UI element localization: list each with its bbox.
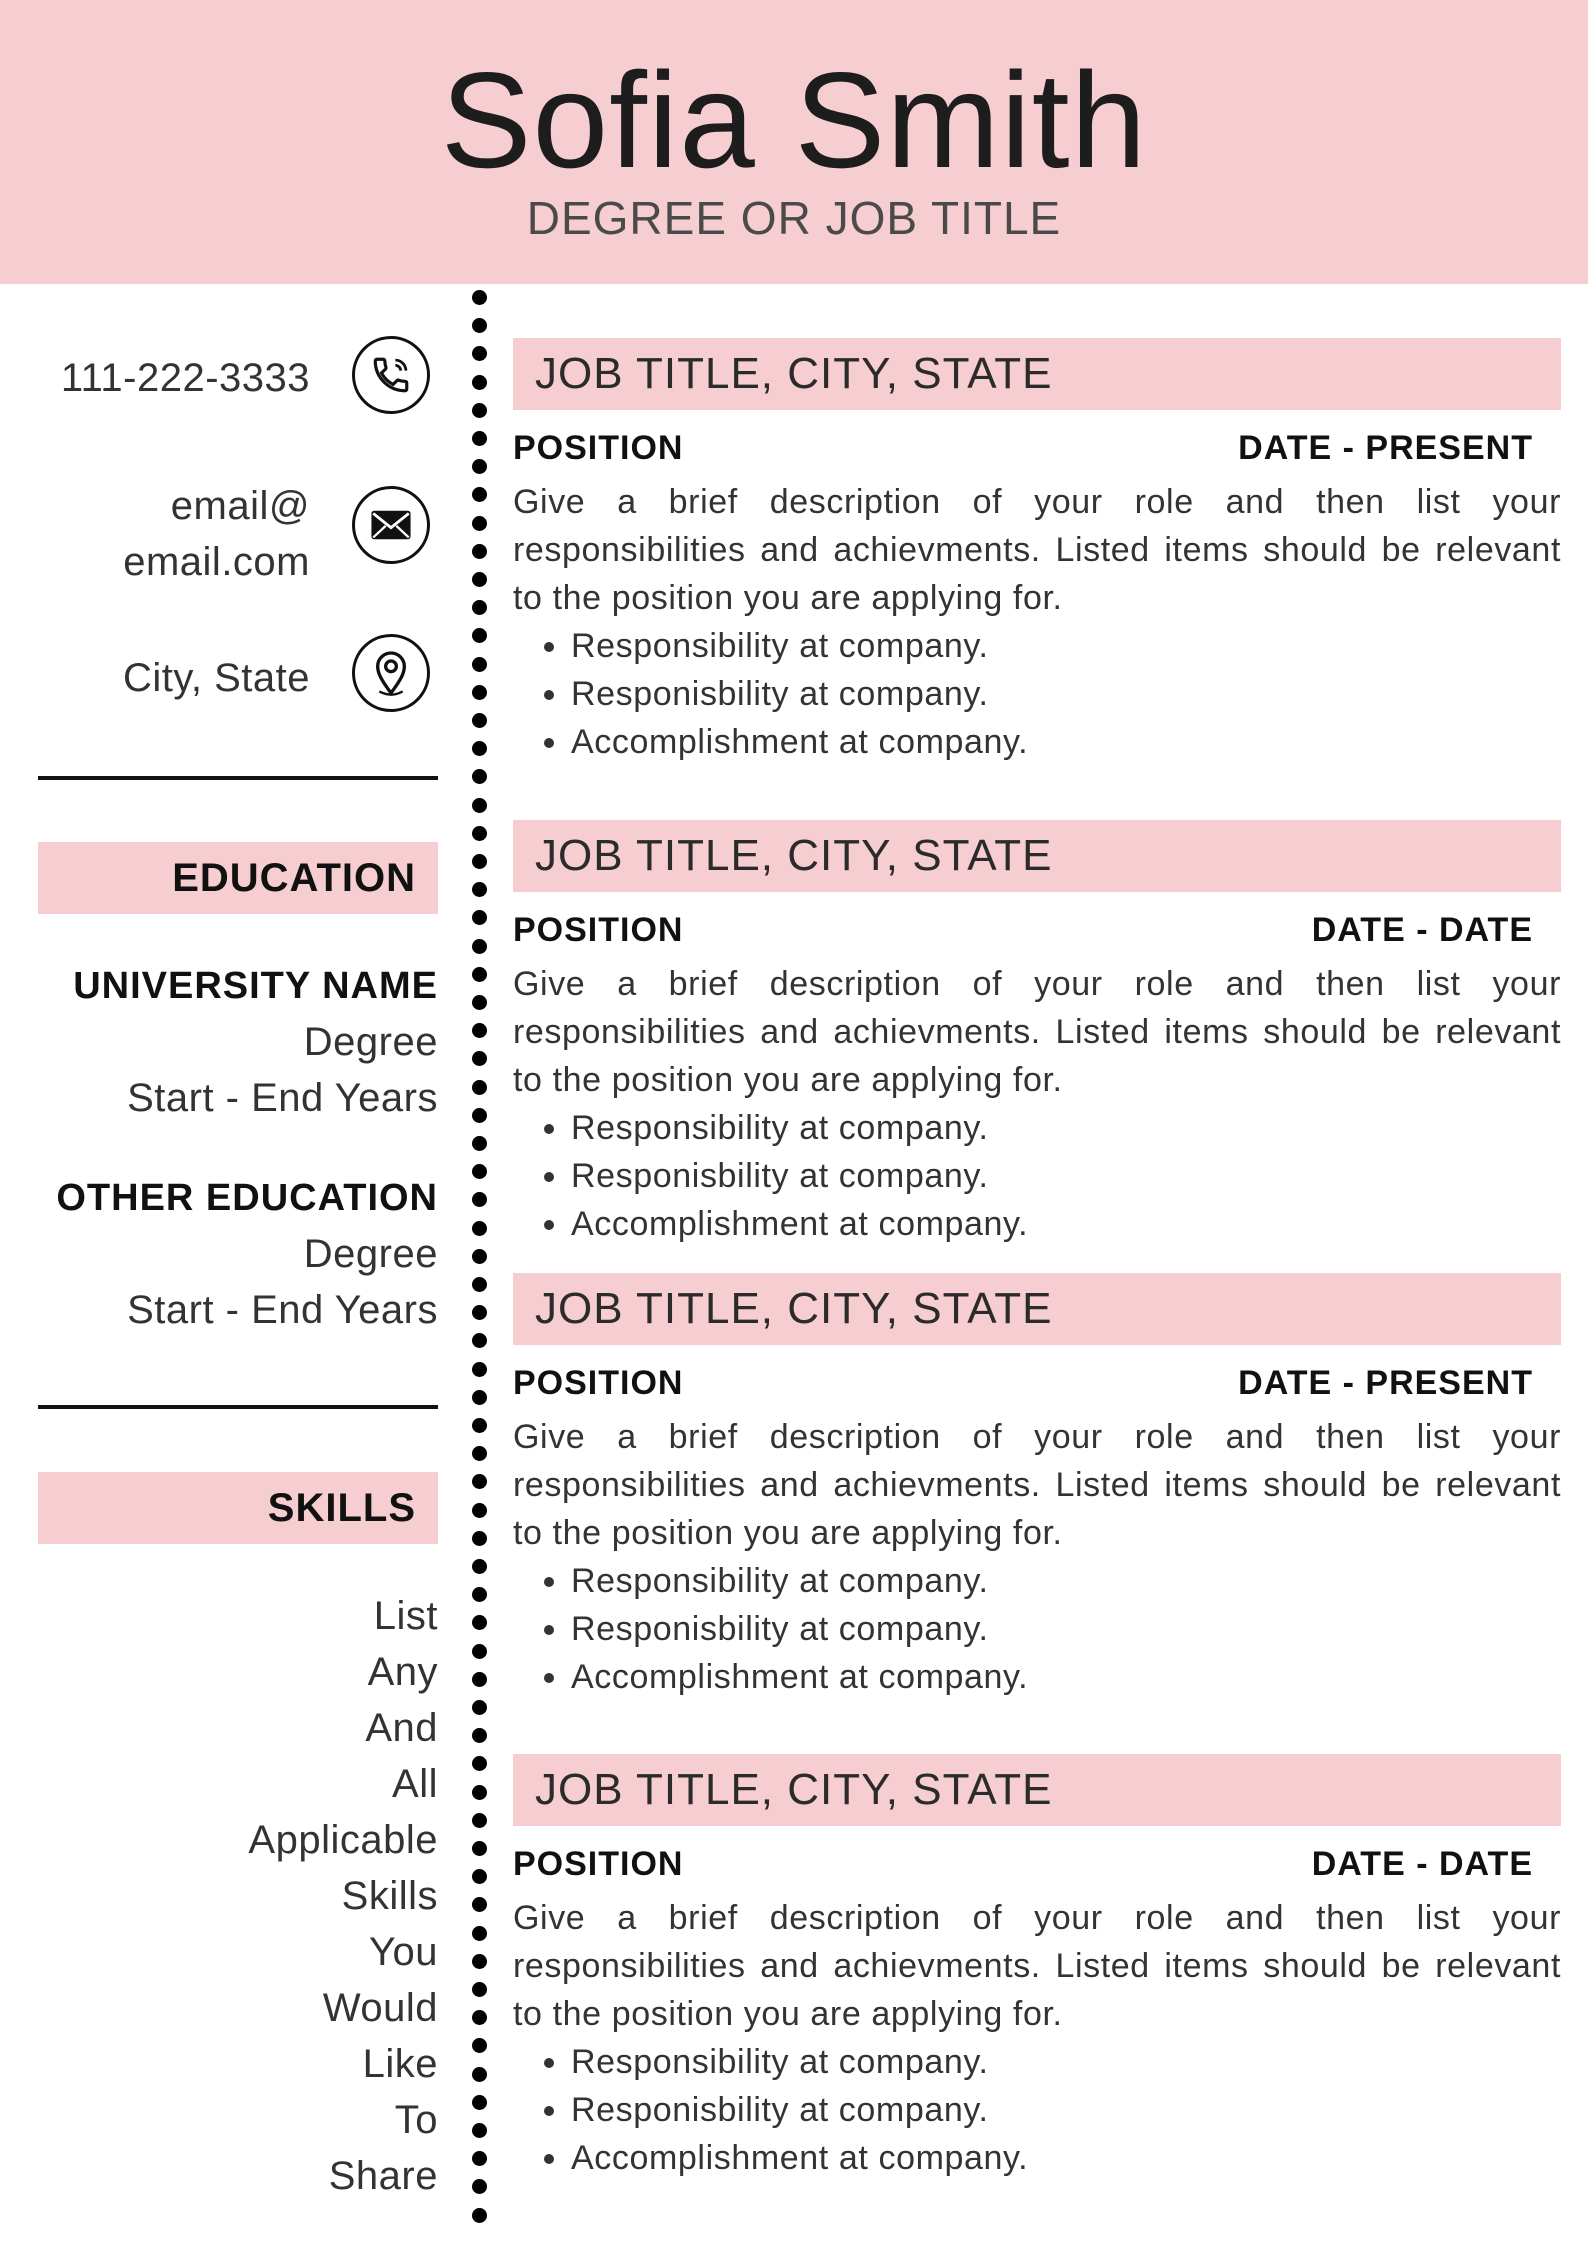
divider-dot [472, 2123, 487, 2138]
divider-dot [472, 1362, 487, 1377]
skill-item: List [373, 1594, 438, 1638]
contact-phone-row [40, 336, 430, 426]
divider-dot [472, 431, 487, 446]
skill-item: Like [362, 2042, 438, 2086]
location-text: City, State [122, 656, 310, 700]
bullet-item: • Responisbility at company. [571, 2086, 1561, 2134]
skills-heading: SKILLS [38, 1472, 438, 1544]
divider-dot [472, 798, 487, 813]
divider-dot [472, 459, 487, 474]
divider-dot [472, 346, 487, 361]
divider-dot [472, 1672, 487, 1687]
bullet-item: • Accomplishment at company. [571, 718, 1561, 766]
job-bullets [513, 622, 1561, 766]
position-label: POSITION [513, 911, 684, 949]
divider-line [38, 1405, 438, 1409]
job-entry [513, 820, 1561, 1248]
divider-dot [472, 1926, 487, 1941]
divider-dot [472, 939, 487, 954]
job-bullets [513, 1557, 1561, 1701]
bullet-item: • Accomplishment at company. [571, 2134, 1561, 2182]
divider-dot [472, 1136, 487, 1151]
job-meta [513, 904, 1561, 956]
skills-list [40, 1588, 438, 2204]
education-entry [20, 958, 438, 1126]
divider-dot [472, 2179, 487, 2194]
email-text [10, 478, 310, 590]
divider-dot [472, 1080, 487, 1095]
position-label: POSITION [513, 1845, 684, 1883]
job-bullets [513, 2038, 1561, 2182]
divider-dot [472, 516, 487, 531]
divider-dot [472, 882, 487, 897]
job-subtitle: DEGREE OR JOB TITLE [526, 192, 1062, 244]
years-text: Start - End Years [127, 1288, 438, 1332]
skill-item: You [369, 1930, 438, 1974]
divider-dot [472, 741, 487, 756]
map-pin-icon [352, 634, 430, 712]
divider-dot [472, 628, 487, 643]
divider-dot [472, 1192, 487, 1207]
dotted-divider [472, 290, 488, 2240]
divider-dot [472, 1841, 487, 1856]
degree-text: Degree [303, 1232, 438, 1276]
job-meta [513, 422, 1561, 474]
divider-dot [472, 375, 487, 390]
divider-dot [472, 1051, 487, 1066]
divider-dot [472, 1390, 487, 1405]
job-description: Give a brief description of your role and then list your responsibilities and achievments. Listed items should be relevant to the position you are applying for. [513, 965, 1561, 1099]
divider-dot [472, 995, 487, 1010]
bullet-item: • Responisbility at company. [571, 1605, 1561, 1653]
job-description: Give a brief description of your role and then list your responsibilities and achievments. Listed items should be relevant to the position you are applying for. [513, 1418, 1561, 1552]
divider-dot [472, 1221, 487, 1236]
divider-dot [472, 572, 487, 587]
bullet-item: • Accomplishment at company. [571, 1200, 1561, 1248]
divider-dot [472, 854, 487, 869]
divider-dot [472, 1418, 487, 1433]
job-bullets [513, 1104, 1561, 1248]
job-title: JOB TITLE, CITY, STATE [513, 1273, 1561, 1345]
phone-text: 111-222-3333 [60, 356, 310, 400]
position-label: POSITION [513, 1364, 684, 1402]
divider-dot [472, 1615, 487, 1630]
email-line-1: email@ [170, 484, 310, 528]
phone-icon [352, 336, 430, 414]
divider-dot [472, 1108, 487, 1123]
divider-dot [472, 1333, 487, 1348]
divider-dot [472, 2151, 487, 2166]
header-banner [0, 0, 1588, 284]
divider-dot [472, 1249, 487, 1264]
divider-dot [472, 1756, 487, 1771]
bullet-item: • Responsibility at company. [571, 622, 1561, 670]
divider-dot [472, 1531, 487, 1546]
divider-dot [472, 1954, 487, 1969]
job-description: Give a brief description of your role and then list your responsibilities and achievments. Listed items should be relevant to the position you are applying for. [513, 1899, 1561, 2033]
divider-dot [472, 1446, 487, 1461]
divider-dot [472, 1305, 487, 1320]
skill-item: Would [322, 1986, 438, 2030]
divider-dot [472, 1869, 487, 1884]
date-range: DATE - DATE [1311, 1845, 1533, 1883]
skill-item: To [394, 2098, 438, 2142]
date-range: DATE - PRESENT [1238, 429, 1533, 467]
bullet-item: • Responisbility at company. [571, 670, 1561, 718]
date-range: DATE - DATE [1311, 911, 1533, 949]
divider-dot [472, 1785, 487, 1800]
divider-dot [472, 487, 487, 502]
divider-dot [472, 1587, 487, 1602]
job-title: JOB TITLE, CITY, STATE [513, 820, 1561, 892]
skill-item: Any [367, 1650, 438, 1694]
bullet-item: • Responsibility at company. [571, 2038, 1561, 2086]
envelope-icon [352, 486, 430, 564]
skill-item: And [365, 1706, 438, 1750]
job-entry [513, 338, 1561, 766]
divider-dot [472, 290, 487, 305]
skill-item: All [392, 1762, 438, 1806]
divider-dot [472, 1982, 487, 1997]
date-range: DATE - PRESENT [1238, 1364, 1533, 1402]
position-label: POSITION [513, 429, 684, 467]
contact-email-row [40, 478, 430, 588]
job-description: Give a brief description of your role and then list your responsibilities and achievments. Listed items should be relevant to the position you are applying for. [513, 483, 1561, 617]
divider-dot [472, 826, 487, 841]
divider-line [38, 776, 438, 780]
divider-dot [472, 910, 487, 925]
education-heading: EDUCATION [38, 842, 438, 914]
school-name: UNIVERSITY NAME [73, 965, 438, 1007]
bullet-item: • Responsibility at company. [571, 1104, 1561, 1152]
divider-dot [472, 2067, 487, 2082]
person-name: Sofia Smith [440, 44, 1148, 196]
divider-dot [472, 544, 487, 559]
divider-dot [472, 2095, 487, 2110]
divider-dot [472, 685, 487, 700]
education-entry [20, 1170, 438, 1338]
skill-item: Applicable [248, 1818, 438, 1862]
divider-dot [472, 2208, 487, 2223]
divider-dot [472, 1813, 487, 1828]
divider-dot [472, 2038, 487, 2053]
divider-dot [472, 1474, 487, 1489]
divider-dot [472, 1728, 487, 1743]
years-text: Start - End Years [127, 1076, 438, 1120]
job-title: JOB TITLE, CITY, STATE [513, 1754, 1561, 1826]
email-line-2: email.com [123, 540, 310, 584]
contact-location-row [40, 632, 430, 722]
divider-dot [472, 657, 487, 672]
divider-dot [472, 403, 487, 418]
divider-dot [472, 769, 487, 784]
bullet-item: • Accomplishment at company. [571, 1653, 1561, 1701]
bullet-item: • Responisbility at company. [571, 1152, 1561, 1200]
bullet-item: • Responsibility at company. [571, 1557, 1561, 1605]
job-meta [513, 1357, 1561, 1409]
job-title: JOB TITLE, CITY, STATE [513, 338, 1561, 410]
school-name: OTHER EDUCATION [56, 1177, 438, 1219]
skill-item: Skills [341, 1874, 438, 1918]
divider-dot [472, 967, 487, 982]
divider-dot [472, 713, 487, 728]
divider-dot [472, 1897, 487, 1912]
job-entry [513, 1754, 1561, 2182]
job-meta [513, 1838, 1561, 1890]
divider-dot [472, 600, 487, 615]
divider-dot [472, 1559, 487, 1574]
divider-dot [472, 1277, 487, 1292]
divider-dot [472, 1503, 487, 1518]
divider-dot [472, 1164, 487, 1179]
skill-item: Share [328, 2154, 438, 2198]
divider-dot [472, 2010, 487, 2025]
degree-text: Degree [303, 1020, 438, 1064]
divider-dot [472, 1023, 487, 1038]
job-entry [513, 1273, 1561, 1701]
divider-dot [472, 1644, 487, 1659]
divider-dot [472, 1700, 487, 1715]
divider-dot [472, 318, 487, 333]
